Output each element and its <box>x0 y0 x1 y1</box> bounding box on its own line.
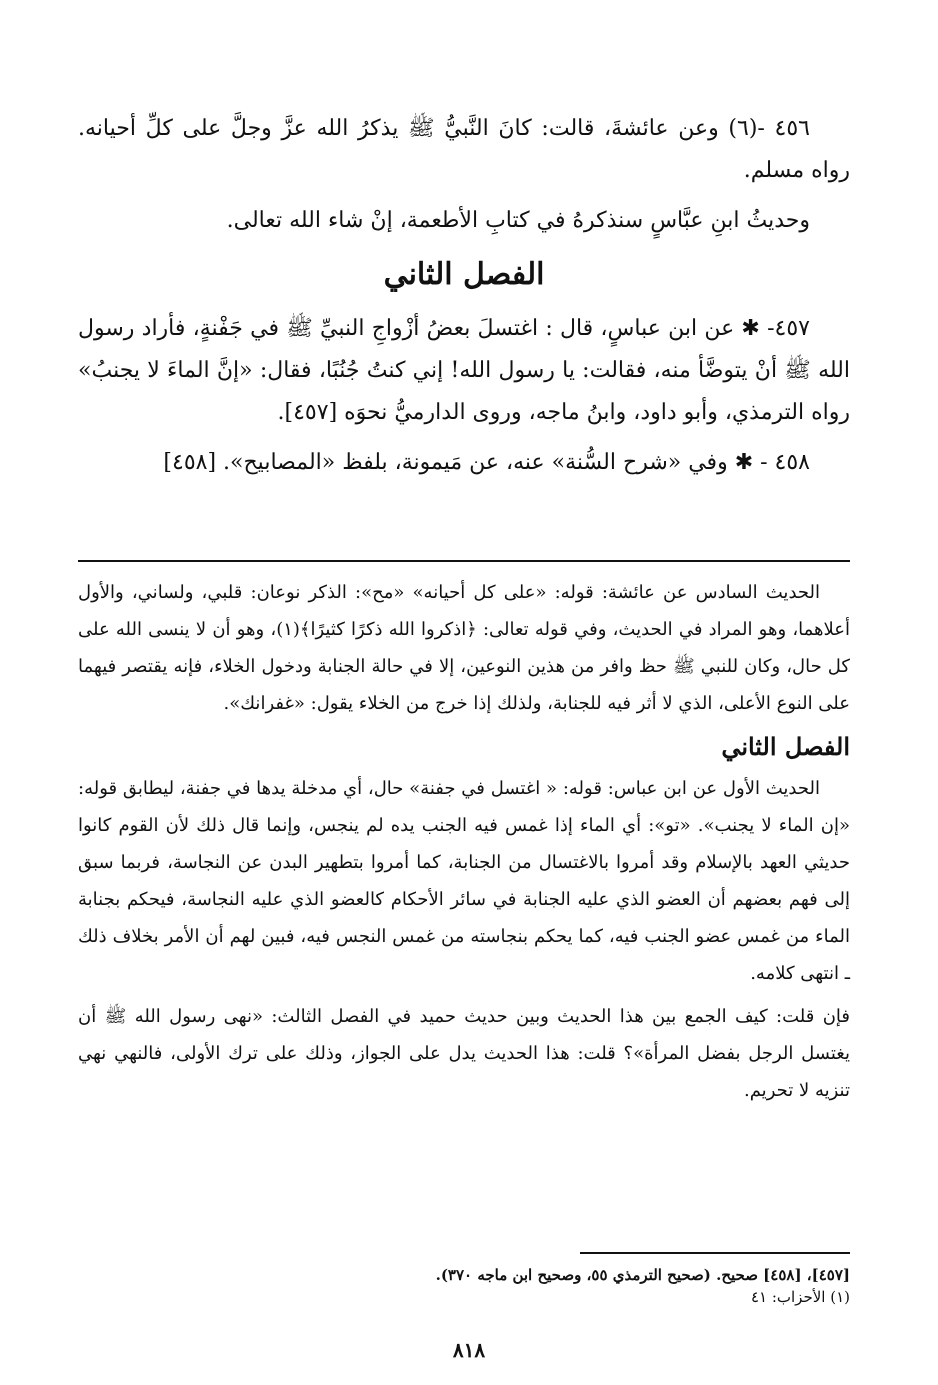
commentary-section <box>78 574 850 1109</box>
footnote-divider <box>580 1252 850 1254</box>
footnotes <box>250 1264 850 1308</box>
hadith-text-section <box>78 108 850 484</box>
footnote-reference: (١) الأحزاب: ٤١ <box>750 1288 850 1306</box>
footnote-grading: [٤٥٧]، [٤٥٨] صحيح. (صحيح الترمذي ٥٥، وصحيح ابن ماجه ٣٧٠). <box>435 1266 850 1284</box>
commentary-paragraph-3: فإن قلت: كيف الجمع بين هذا الحديث وبين حديث حميد في الفصل الثالث: «نهى رسول الله ﷺ أن يغتسل الرجل بفضل المرأة»؟ قلت: هذا الحديث يدل على الجواز، وذلك على ترك الأولى، فالنهي نهي تنزيه لا تحريم. <box>78 1006 850 1101</box>
commentary-paragraph-2: الحديث الأول عن ابن عباس: قوله: « اغتسل في جفنة» حال، أي مدخلة يدها في جفنة، ليطابق قوله: «إن الماء لا يجنب». «تو»: أي الماء إذا غمس فيه الجنب يده لم ينجس، وإنما قال ذلك لأن القوم كانوا حديثي العهد بالإسلام وقد أمروا بالاغتسال من الجنابة، كما أمروا بتطهير البدن عن النجاسة، فربما سبق إلى فهم بعضهم أن العضو الذي عليه الجنابة في سائر الأحكام كالعضو الذي عليه النجاسة، فيحكم بجنابة الماء من غمس عضو الجنب فيه، كما يحكم بنجاسته من غمس النجس فيه، فبين لهم أن الأمر بخلاف ذلك ـ انتهى كلامه. <box>78 778 850 984</box>
section-heading: الفصل الثاني <box>383 257 545 292</box>
hadith-457: ٤٥٧- ✱ عن ابن عباسٍ، قال : اغتسلَ بعضُ أزْواجِ النبيِّ ﷺ في جَفْنةٍ، فأراد رسول الله ﷺ أنْ يتوضَّأ منه، فقالت: يا رسول الله! إني كنتُ جُنُبًا، فقال: «إنَّ الماءَ لا يجنبُ» رواه الترمذي، وأبو داود، وابنُ ماجه، وروى الدارميُّ نحوَه [٤٥٧]. <box>78 316 850 425</box>
section-divider <box>78 560 850 562</box>
page-number: ٨١٨ <box>452 1338 486 1362</box>
hadith-458: ٤٥٨ - ✱ وفي «شرح السُّنة» عنه، عن مَيمونة، بلفظ «المصابيح». [٤٥٨] <box>163 450 810 475</box>
commentary-heading: الفصل الثاني <box>721 732 850 761</box>
hadith-456: ٤٥٦ -(٦) وعن عائشةَ، قالت: كانَ النَّبيُّ ﷺ يذكرُ الله عزَّ وجلَّ على كلِّ أحيانه. رواه مسلم. <box>78 116 850 183</box>
commentary-paragraph-1: الحديث السادس عن عائشة: قوله: «على كل أحيانه» «مح»: الذكر نوعان: قلبي، ولساني، والأول أعلاهما، وهو المراد في الحديث، وفي قوله تعالى: ﴿اذكروا الله ذكرًا كثيرًا﴾(١)، وهو أن لا ينسى الله على كل حال، وكان للنبي ﷺ حظ وافر من هذين النوعين، إلا في حالة الجنابة ودخول الخلاء، فإنه يقتصر فيهما على النوع الأعلى، الذي لا أثر فيه للجنابة، ولذلك إذا خرج من الخلاء يقول: «غفرانك». <box>78 582 850 714</box>
ibn-abbas-note: وحديثُ ابنِ عبَّاسٍ سنذكرهُ في كتابِ الأطعمة، إنْ شاء الله تعالى. <box>226 208 810 233</box>
